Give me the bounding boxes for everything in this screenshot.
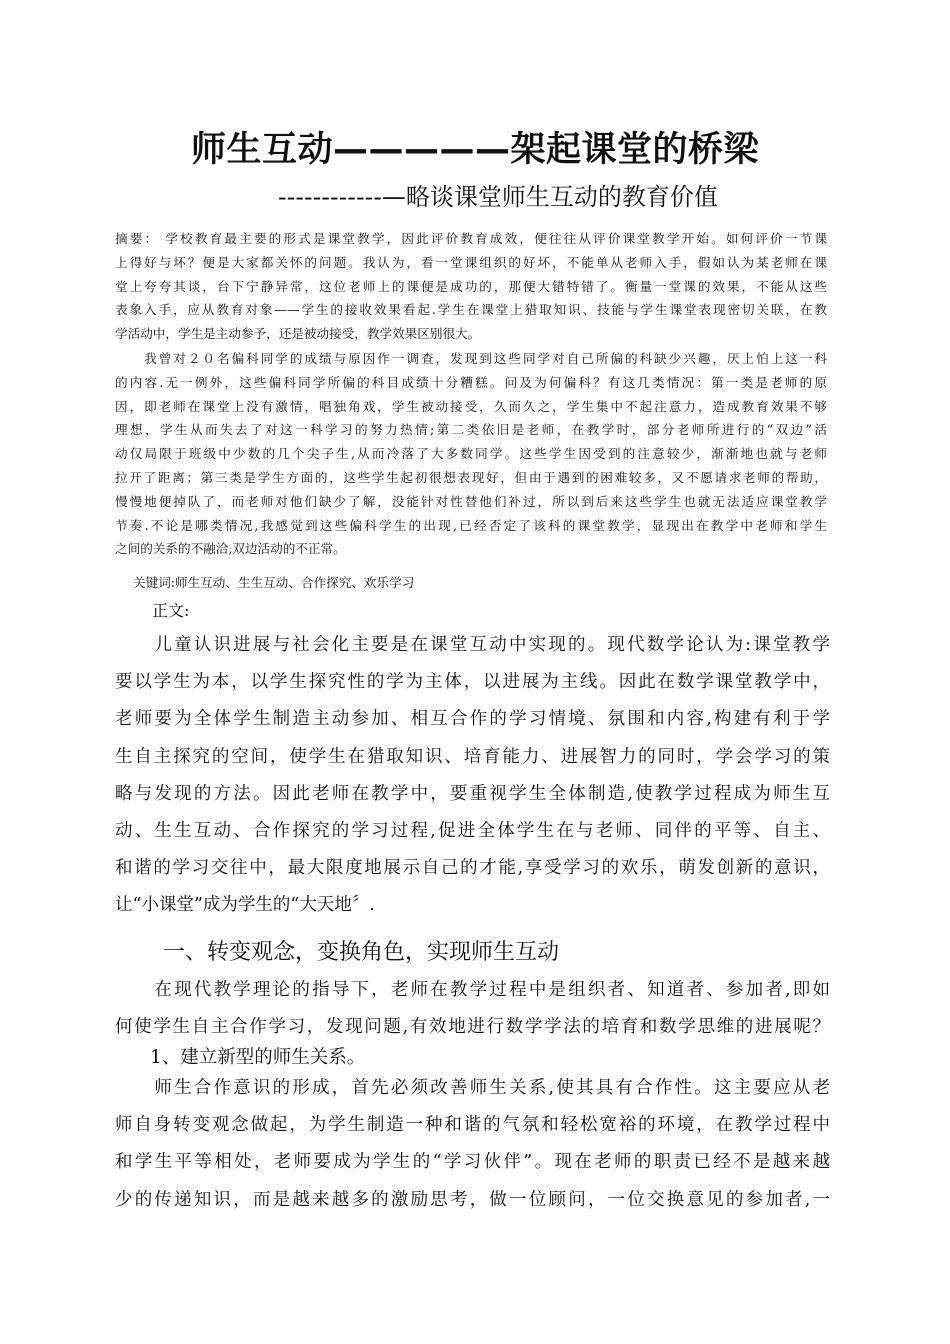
intro-line: 动、生生互动、合作探究的学习过程,促进全体学生在与老师、同伴的平等、自主、 — [115, 821, 830, 842]
intro-line: 要以学生为本，以学生探究性的学为主体，以进展为主线。因此在数学课堂教学中， — [115, 672, 830, 693]
body-label: 正文: — [152, 601, 190, 620]
keywords-line: 关键词:师生互动、生生互动、合作探究、欢乐学习 — [133, 575, 415, 590]
survey-paragraph — [115, 347, 827, 561]
intro-line: 儿童认识进展与社会化主要是在课堂互动中实现的。现代数学论认为:课堂教学 — [115, 635, 830, 655]
abstract-line: 学活动中，学生是主动参予，还是被动接受，教学效果区别很大。 — [115, 326, 481, 342]
paragraph-line: 在现代教学理论的指导下，老师在教学过程中是组织者、知道者、参加者,即如 — [115, 980, 830, 1000]
survey-line: 拉开了距离；第三类是学生方面的，这些学生起初很想表现好，但由于遇到的困难较多，又不愿请求老师的帮助， — [115, 469, 827, 485]
survey-line: 我曾对２０名偏科同学的成绩与原因作一调查，发现到这些同学对自己所偏的科缺少兴趣，厌上怕上这一科 — [115, 351, 827, 366]
paragraph-line: 少的传递知识，而是越来越多的激励思考，做一位顾问，一位交换意见的参加者,一 — [115, 1189, 830, 1210]
paragraph-line: 师生合作意识的形成，首先必须改善师生关系,使其具有合作性。这主要应从老 — [115, 1078, 830, 1098]
intro-line: 让“小课堂”成为学生的“大天地〞. — [115, 895, 375, 916]
abstract-line: 上得好与坏？便是大家都关怀的问题。我认为，看一堂课组织的好坏，不能单从老师入手，假如认为某老师在课 — [115, 254, 827, 270]
document-subtitle: ------------—略谈课堂师生互动的教育价值 — [278, 183, 718, 211]
section1-paragraph — [115, 972, 830, 1046]
survey-line: 节奏.不论是哪类情况,我感觉到这些偏科学生的出现,已经否定了该科的课堂教学，显现出在教学中老师和学生 — [115, 517, 827, 533]
survey-line: 慢慢地便掉队了，而老师对他们缺少了解，没能针对性替他们补过，所以到后来这些学生也就无法适应课堂教学 — [115, 493, 827, 509]
paragraph-line: 师自身转变观念做起，为学生制造一种和谐的气氛和轻松宽裕的环境，在教学过程中 — [115, 1115, 830, 1136]
intro-line: 和谐的学习交往中，最大限度地展示自己的才能,享受学习的欢乐，萌发创新的意识， — [115, 858, 830, 879]
survey-line: 理想，学生从而失去了对这一科学习的努力热情;第二类依旧是老师，在教学时，部分老师所进行的“双边”活 — [115, 422, 827, 438]
survey-line: 之间的关系的不融洽,双边活动的不正常。 — [115, 541, 346, 557]
intro-line: 老师要为全体学生制造主动参加、相互合作的学习情境、氛围和内容,构建有利于学 — [115, 709, 830, 730]
intro-line: 生自主探究的空间，使学生在猎取知识、培育能力、进展智力的同时，学会学习的策 — [115, 746, 830, 767]
intro-paragraph — [115, 627, 830, 925]
abstract-section — [115, 227, 827, 346]
document-title: 师生互动—————架起课堂的桥梁 — [190, 130, 759, 170]
paragraph-line: 和学生平等相处，老师要成为学生的“学习伙伴”。现在老师的职责已经不是越来越 — [115, 1152, 830, 1173]
subsection1-paragraph — [115, 1070, 830, 1219]
survey-line: 的内容.无一例外，这些偏科同学所偏的科目成绩十分糟糕。问及为何偏科？有这几类情况：第一类是老师的原 — [115, 374, 827, 390]
subsection-heading-1: 1、建立新型的师生关系。 — [150, 1047, 366, 1068]
abstract-line: 表象入手，应从教育对象——学生的接收效果看起.学生在课堂上猎取知识、技能与学生课堂表现密切关联，在教 — [115, 302, 827, 318]
section-heading-1: 一、转变观念，变换角色，实现师生互动 — [163, 940, 560, 965]
intro-line: 略与发现的方法。因此老师在教学中，要重视学生全体制造,使教学过程成为师生互 — [115, 783, 830, 804]
survey-line: 动仅局限于班级中少数的几个尖子生,从而冷落了大多数同学。这些学生因受到的注意较少，渐渐地也就与老师 — [115, 446, 827, 462]
abstract-line: 堂上夸夸其谈，台下宁静异常，这位老师上的课便是成功的，那便大错特错了。衡量一堂课的效果，不能从这些 — [115, 278, 827, 294]
paragraph-line: 何使学生自主合作学习，发现问题,有效地进行数学学法的培育和数学思维的进展呢？ — [115, 1017, 830, 1038]
survey-line: 因，即老师在课堂上没有激情，唱独角戏，学生被动接受，久而久之，学生集中不起注意力，造成教育效果不够 — [115, 398, 827, 414]
abstract-line: 摘要： 学校教育最主要的形式是课堂教学，因此评价教育成效，便往往从评价课堂教学开始。如何评价一节课 — [115, 231, 827, 246]
